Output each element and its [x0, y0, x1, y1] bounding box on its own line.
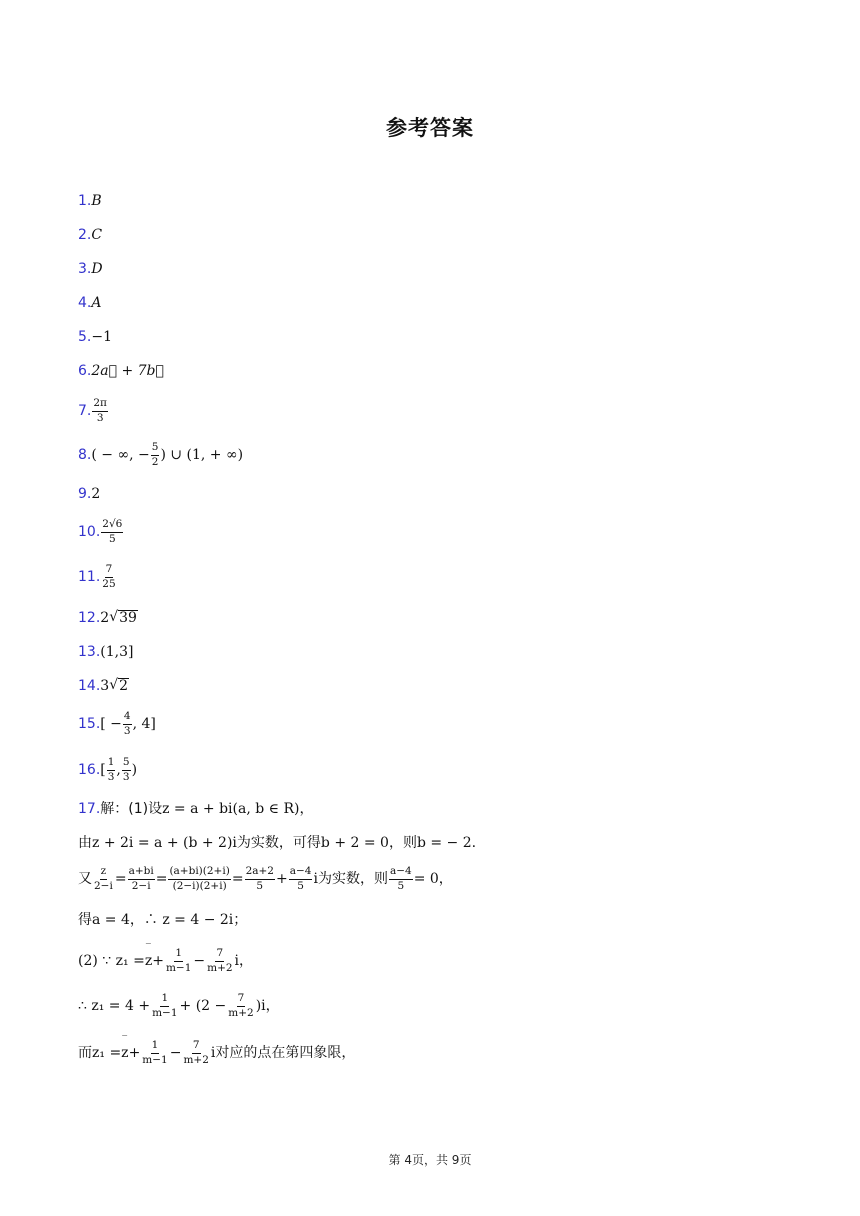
- numerator: a−4: [289, 866, 313, 880]
- answer-14: [78, 678, 129, 693]
- numerator: 7: [215, 948, 224, 962]
- denominator: m−1: [142, 1053, 168, 1066]
- answer-text: B: [91, 193, 102, 209]
- answer-number: 5.: [78, 329, 92, 345]
- solution-line-6: [78, 993, 280, 1019]
- numerator: 1: [160, 993, 169, 1007]
- fraction: [168, 866, 230, 892]
- denominator: 5: [256, 879, 264, 892]
- denominator: 3: [123, 724, 131, 737]
- answer-number: 1.: [78, 193, 92, 209]
- answer-13: [78, 645, 133, 659]
- solution-text: (2) ∵ z₁ =: [78, 953, 145, 970]
- answer-text: D: [91, 261, 103, 277]
- denominator: 5: [297, 879, 304, 892]
- numerator: a+bi: [128, 866, 155, 880]
- solution-text: = 0，: [413, 871, 453, 888]
- numerator: (a+bi)(2+i): [168, 866, 230, 880]
- solution-text: 解：(1)设: [100, 801, 163, 817]
- answer-4: [78, 296, 101, 310]
- answer-number: 7.: [78, 403, 92, 420]
- numerator: 2a+2: [245, 866, 275, 880]
- radicand: 2: [119, 678, 129, 694]
- fraction: [107, 757, 116, 783]
- answer-number: 6.: [78, 363, 92, 379]
- answer-number: 9.: [78, 486, 92, 502]
- numerator: 4: [123, 711, 132, 725]
- fraction: [289, 866, 313, 892]
- solution-math: z = a + bi(a, b ∈ R)，: [162, 801, 314, 817]
- answer-number: 16.: [78, 762, 101, 779]
- solution-text: i，: [234, 953, 254, 970]
- sqrt: √ 39: [109, 609, 137, 626]
- fraction: [128, 866, 155, 892]
- answer-number: 15.: [78, 716, 101, 733]
- answer-6: [78, 364, 164, 378]
- page-title: 参考答案: [386, 116, 474, 140]
- solution-text: 得a = 4，∴ z = 4 − 2i；: [78, 912, 248, 928]
- numerator: z: [100, 866, 108, 880]
- denominator: 2−i: [131, 879, 151, 892]
- numerator: 7: [105, 564, 114, 578]
- answer-text: 2: [100, 609, 110, 626]
- answer-text: (1,3]: [100, 644, 134, 660]
- solution-text: )i，: [255, 998, 280, 1015]
- answer-16: [78, 757, 137, 783]
- numerator: 1: [151, 1040, 160, 1054]
- solution-line-7: [78, 1040, 355, 1066]
- answer-text: 3: [100, 677, 110, 694]
- solution-text: ∴ z₁ = 4 +: [78, 998, 151, 1015]
- denominator: 5: [108, 532, 116, 545]
- denominator: 2−i: [94, 879, 113, 892]
- answer-number: 4.: [78, 295, 92, 311]
- z-conjugate: ‾ z: [145, 954, 152, 968]
- fraction: [141, 1040, 168, 1066]
- fraction: [151, 442, 160, 468]
- answer-11: [78, 564, 118, 590]
- numerator: 2√6: [101, 519, 123, 533]
- answer-text: 2a⃗ + 7b⃗: [91, 363, 164, 379]
- answer-text: −1: [91, 329, 112, 345]
- numerator: 2π: [92, 398, 108, 412]
- solution-text: 由z + 2i = a + (b + 2)i为实数，可得b + 2 = 0，则b = − 2.: [78, 835, 477, 851]
- answer-number: 11.: [78, 569, 101, 586]
- answer-text: ) ∪ (1, + ∞): [160, 447, 244, 464]
- solution-line-2: [78, 836, 476, 850]
- denominator: 3: [107, 770, 115, 783]
- fraction: [93, 866, 114, 892]
- answer-1: [78, 194, 102, 208]
- answer-text: ): [131, 762, 138, 779]
- fraction: [101, 519, 123, 545]
- fraction: [245, 866, 275, 892]
- numerator: 7: [192, 1040, 201, 1054]
- denominator: 3: [96, 411, 104, 424]
- radicand: 39: [119, 610, 137, 626]
- plus: +: [152, 953, 164, 970]
- equals: =: [114, 871, 127, 888]
- minus: −: [193, 953, 206, 970]
- answer-5: [78, 330, 112, 344]
- numerator: 1: [174, 948, 183, 962]
- answer-15: [78, 711, 156, 737]
- denominator: 25: [102, 577, 116, 590]
- denominator: 3: [122, 770, 130, 783]
- solution-text: + (2 −: [179, 998, 227, 1015]
- answer-7: [78, 398, 109, 424]
- numerator: a−4: [389, 866, 413, 880]
- solution-text: 而z₁ =: [78, 1045, 122, 1062]
- fraction: [206, 948, 233, 974]
- answer-text: ( − ∞, −: [91, 447, 150, 464]
- answer-number: 17.: [78, 801, 101, 817]
- fraction: [389, 866, 413, 892]
- answer-text: [ −: [100, 716, 122, 733]
- denominator: 2: [151, 455, 159, 468]
- solution-text: 又: [78, 871, 92, 888]
- solution-line-1: [78, 802, 313, 816]
- denominator: m−1: [165, 961, 192, 974]
- answer-2: [78, 228, 102, 242]
- fraction: [101, 564, 116, 590]
- fraction: [122, 757, 131, 783]
- plus: +: [128, 1045, 141, 1062]
- answer-12: [78, 610, 138, 625]
- fraction: [227, 993, 254, 1019]
- fraction: [123, 711, 132, 737]
- numerator: 1: [107, 757, 116, 771]
- denominator: m+2: [207, 961, 233, 974]
- page-footer: 第 4页，共 9页: [388, 1153, 472, 1167]
- answer-text: , 4]: [132, 716, 156, 733]
- answer-text: C: [91, 227, 103, 243]
- answer-number: 14.: [78, 677, 101, 694]
- solution-line-5: [78, 948, 253, 974]
- answer-10: [78, 519, 124, 545]
- answer-text: 2: [91, 486, 101, 502]
- answer-8: [78, 442, 243, 468]
- numerator: 5: [151, 442, 160, 456]
- solution-line-4: [78, 913, 247, 927]
- fraction: [182, 1040, 209, 1066]
- z-conjugate: ‾ z: [121, 1046, 128, 1060]
- answer-9: [78, 487, 100, 501]
- answer-number: 12.: [78, 609, 101, 626]
- denominator: 5: [397, 879, 405, 892]
- solution-line-3: [78, 866, 453, 892]
- sqrt: √ 2: [109, 677, 129, 694]
- answer-text: ,: [116, 762, 121, 779]
- denominator: m+2: [183, 1053, 209, 1066]
- answer-number: 2.: [78, 227, 92, 243]
- fraction: [165, 948, 192, 974]
- answer-number: 13.: [78, 644, 101, 660]
- plus: +: [275, 871, 288, 888]
- answer-3: [78, 262, 103, 276]
- solution-text: i为实数，则: [313, 871, 388, 888]
- equals: =: [231, 871, 244, 888]
- equals: =: [155, 871, 168, 888]
- answer-number: 3.: [78, 261, 92, 277]
- answer-text: A: [91, 295, 102, 311]
- denominator: (2−i)(2+i): [172, 879, 227, 892]
- denominator: m+2: [228, 1006, 254, 1019]
- answer-number: 10.: [78, 524, 101, 541]
- solution-text: i对应的点在第四象限，: [210, 1045, 356, 1062]
- fraction: [92, 398, 108, 424]
- fraction: [151, 993, 178, 1019]
- answer-number: 8.: [78, 447, 92, 464]
- numerator: 5: [122, 757, 131, 771]
- denominator: m−1: [152, 1006, 178, 1019]
- answer-text: [: [100, 762, 106, 779]
- numerator: 7: [237, 993, 246, 1007]
- minus: −: [169, 1045, 182, 1062]
